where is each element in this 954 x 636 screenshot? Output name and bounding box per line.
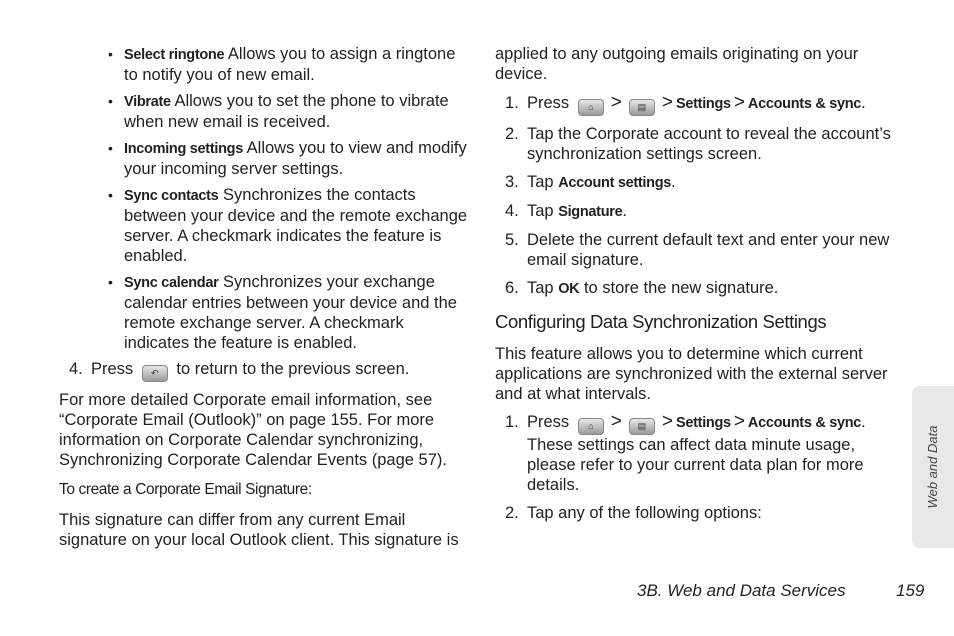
step-number: 4. <box>505 202 519 220</box>
step-2 <box>495 503 905 523</box>
home-key-icon: ⌂ <box>578 99 604 116</box>
step-number: 2. <box>505 125 519 143</box>
option-list <box>59 44 469 353</box>
step-4 <box>59 359 469 382</box>
list-item <box>124 91 469 132</box>
step-1 <box>495 412 905 495</box>
punctuation: . <box>861 94 866 112</box>
option-term: Sync contacts <box>124 188 219 204</box>
option-text: Allows you to set the phone to vibrate when new email is received. <box>124 92 449 131</box>
punctuation: . <box>861 413 866 431</box>
option-text: Allows you to assign a ringtone to notify you of new email. <box>124 45 456 84</box>
chapter-tab-label: Web and Data <box>925 425 940 509</box>
punctuation: . <box>622 202 627 220</box>
signature-paragraph: This signature can differ from any current Email signature on your local Outlook client. This signature is <box>59 511 459 549</box>
corporate-info-paragraph: For more detailed Corporate email information, see “Corporate Email (Outlook)” on page 155. For more information on Corporate Calendar synchronizing, Synchronizing Corporate Calendar Events (page 57). <box>59 391 447 469</box>
list-item <box>124 272 469 353</box>
settings-label: Settings <box>676 415 731 431</box>
step-text: to store the new signature. <box>579 279 779 297</box>
step-2 <box>495 124 905 164</box>
continued-paragraph: applied to any outgoing emails originating on your device. <box>495 45 859 83</box>
menu-key-icon: ▤ <box>629 99 655 116</box>
step-1 <box>495 93 905 116</box>
list-item <box>124 185 469 266</box>
step-number: 2. <box>505 504 519 522</box>
option-term: Incoming settings <box>124 141 243 157</box>
step-number: 6. <box>505 279 519 297</box>
right-column <box>495 44 905 531</box>
footer-section-title: 3B. Web and Data Services <box>637 581 846 600</box>
option-text: Allows you to view and modify your incoming server settings. <box>124 139 467 178</box>
step-text: Press <box>527 413 570 431</box>
option-term: Select ringtone <box>124 47 225 63</box>
list-item <box>124 138 469 179</box>
left-column <box>59 44 469 550</box>
settings-label: Settings <box>676 96 731 112</box>
option-text: Synchronizes your exchange calendar entries between your device and the remote exchange server. A checkmark indicates the feature is enabled. <box>124 273 457 352</box>
arrow-separator: > <box>661 411 673 432</box>
chapter-tab <box>912 386 954 548</box>
arrow-separator: > <box>733 411 745 432</box>
step-5 <box>495 230 905 270</box>
step-number: 3. <box>505 173 519 191</box>
accounts-sync-label: Accounts & sync <box>747 415 862 431</box>
arrow-separator: > <box>610 411 622 432</box>
step-number: 1. <box>505 413 519 431</box>
step-text: Press <box>91 360 134 378</box>
sync-intro-paragraph: This feature allows you to determine which current applications are synchronized with the external server and at what intervals. <box>495 345 888 403</box>
step-number: 5. <box>505 231 519 249</box>
page-number: 159 <box>896 581 925 600</box>
account-settings-label: Account settings <box>558 175 672 191</box>
step-6 <box>495 278 905 299</box>
arrow-separator: > <box>610 92 622 113</box>
option-term: Vibrate <box>124 94 171 110</box>
step-text: These settings can affect data minute usage, please refer to your current data plan for more details. <box>527 436 864 494</box>
step-number: 1. <box>505 94 519 112</box>
back-key-icon: ↶ <box>142 365 168 382</box>
arrow-separator: > <box>733 92 745 113</box>
signature-label: Signature <box>558 204 623 220</box>
menu-key-icon: ▤ <box>629 418 655 435</box>
list-item <box>124 44 469 85</box>
ok-label: OK <box>558 281 580 297</box>
step-text: Tap <box>527 202 554 220</box>
section-heading: Configuring Data Synchronization Settings <box>495 311 827 332</box>
step-text: Tap <box>527 279 554 297</box>
punctuation: . <box>671 173 676 191</box>
home-key-icon: ⌂ <box>578 418 604 435</box>
arrow-separator: > <box>661 92 673 113</box>
step-3 <box>495 172 905 193</box>
option-text: Synchronizes the contacts between your device and the remote exchange server. A checkmark indicates the feature is enabled. <box>124 186 468 265</box>
step-text: to return to the previous screen. <box>176 360 410 378</box>
step-text: Press <box>527 94 570 112</box>
procedure-subheading: To create a Corporate Email Signature: <box>59 481 312 498</box>
step-text: Tap any of the following options: <box>527 504 762 522</box>
option-term: Sync calendar <box>124 275 219 291</box>
step-number: 4. <box>69 360 83 378</box>
accounts-sync-label: Accounts & sync <box>747 96 862 112</box>
step-text: Tap <box>527 173 554 191</box>
step-4 <box>495 201 905 222</box>
step-text: Delete the current default text and enter your new email signature. <box>527 231 890 269</box>
step-text: Tap the Corporate account to reveal the account’s synchronization settings screen. <box>527 125 891 163</box>
